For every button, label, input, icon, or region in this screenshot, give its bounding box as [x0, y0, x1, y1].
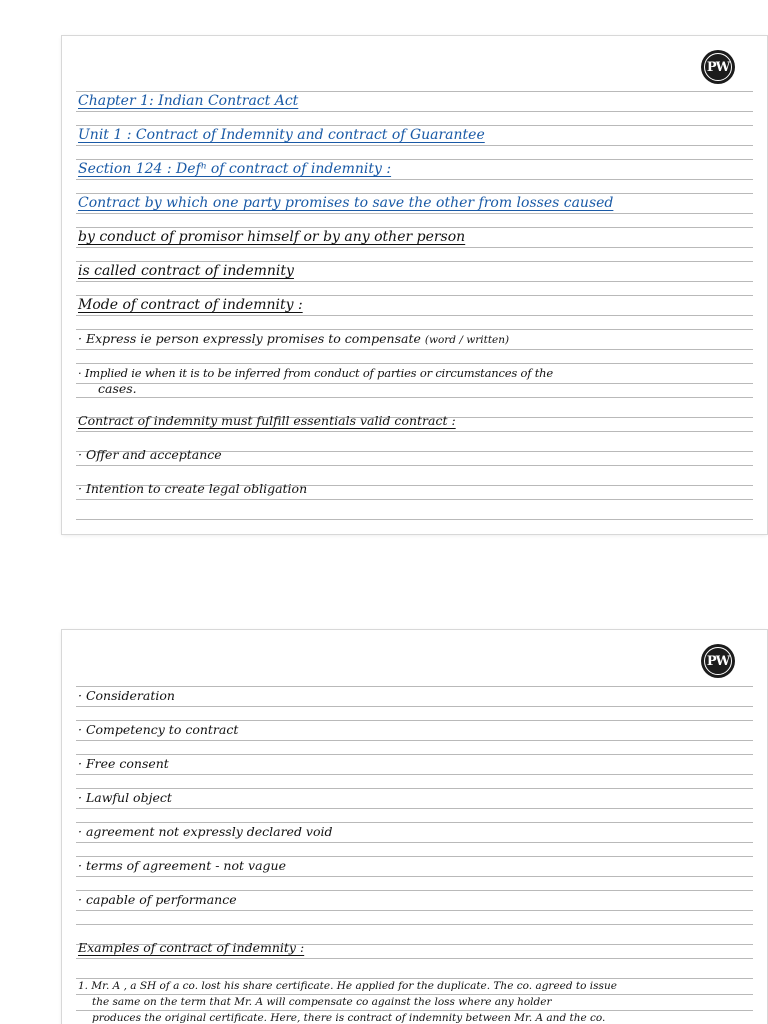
essential-item: · capable of performance: [78, 892, 237, 907]
express-text: · Express ie person expressly promises to compensate: [78, 331, 421, 346]
essential-item: · Competency to contract: [78, 722, 239, 737]
notes-page-1: [62, 36, 767, 534]
section-title: Section 124 : Defⁿ of contract of indemnity :: [78, 161, 392, 177]
implied-bullet-line-1: · Implied ie when it is to be inferred from conduct of parties or circumstances of the: [78, 366, 553, 380]
example-1-line-3: produces the original certificate. Here, there is contract of indemnity between Mr. A and the co.: [92, 1012, 606, 1024]
pw-logo: PW: [701, 644, 735, 678]
example-1-line-2: the same on the term that Mr. A will compensate co against the loss where any holder: [92, 996, 552, 1008]
definition-line-1: Contract by which one party promises to save the other from losses caused: [78, 195, 614, 211]
express-note: (word / written): [424, 334, 510, 346]
pw-logo: PW: [701, 50, 735, 84]
essential-item: · Free consent: [78, 756, 169, 771]
implied-bullet-line-2: cases.: [98, 381, 137, 396]
definition-line-2: by conduct of promisor himself or by any other person: [78, 229, 466, 245]
intention-bullet: · Intention to create legal obligation: [78, 481, 308, 496]
express-bullet: [78, 331, 509, 348]
examples-heading: Examples of contract of indemnity :: [78, 940, 305, 955]
essential-item: · Consideration: [78, 688, 175, 703]
notes-page-2: [62, 630, 767, 1024]
offer-bullet: · Offer and acceptance: [78, 447, 222, 462]
unit-title: Unit 1 : Contract of Indemnity and contract of Guarantee: [78, 127, 485, 143]
essential-item: · agreement not expressly declared void: [78, 824, 333, 839]
definition-line-3: is called contract of indemnity: [78, 263, 294, 279]
essential-item: · Lawful object: [78, 790, 172, 805]
essentials-heading: Contract of indemnity must fulfill essentials valid contract :: [78, 413, 456, 428]
example-1-line-1: 1. Mr. A , a SH of a co. lost his share certificate. He applied for the duplicate. The co. agreed to issue: [78, 980, 617, 992]
mode-heading: Mode of contract of indemnity :: [78, 297, 303, 313]
essential-item: · terms of agreement - not vague: [78, 858, 286, 873]
chapter-title: Chapter 1: Indian Contract Act: [78, 93, 299, 109]
